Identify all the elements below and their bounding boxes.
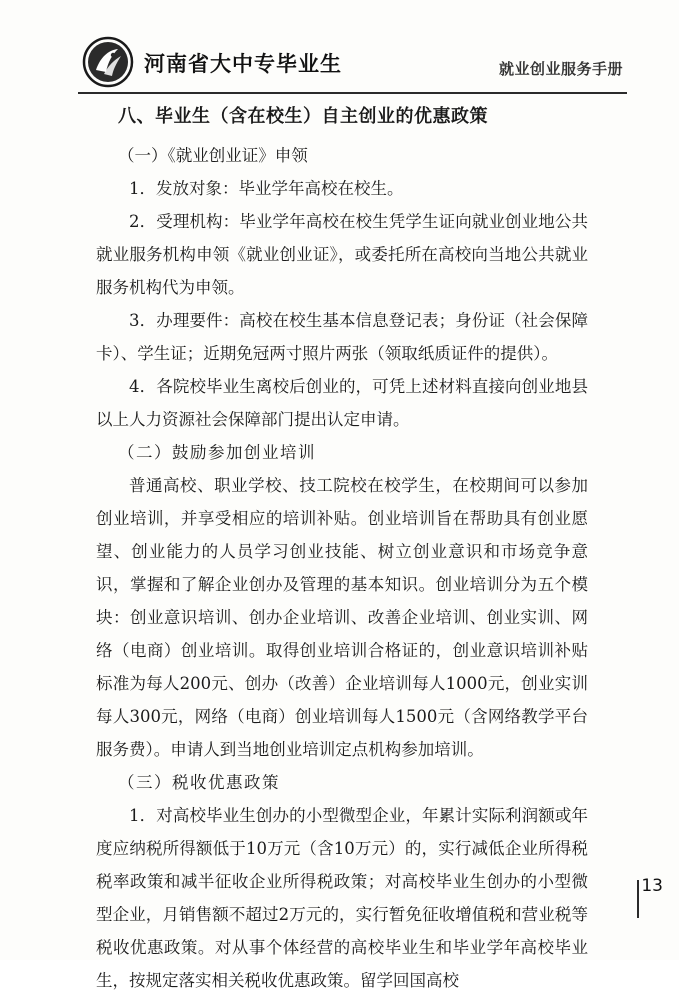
header-subtitle: 就业创业服务手册 bbox=[498, 60, 623, 78]
header-title: 河南省大中专毕业生 bbox=[144, 51, 342, 76]
henan-emblem-logo-icon bbox=[82, 36, 134, 88]
footer-divider bbox=[637, 880, 639, 918]
paragraph-item-1-4: 4．各院校毕业生离校后创业的，可凭上述材料直接向创业地县以上人力资源社会保障部门提出认定申请。 bbox=[96, 377, 588, 429]
paragraph-item-1-3: 3．办理要件：高校在校生基本信息登记表；身份证（社会保障卡）、学生证；近期免冠两寸照片两张（领取纸质证件的提供）。 bbox=[96, 311, 588, 363]
paragraph-item-1-2: 2．受理机构：毕业学年高校在校生凭学生证向就业创业地公共就业服务机构申领《就业创业证》，或委托所在高校向当地公共就业服务机构代为申领。 bbox=[96, 212, 588, 297]
sub-heading-3: （三）税收优惠政策 bbox=[118, 773, 280, 792]
document-body bbox=[96, 96, 588, 997]
page-number: 13 bbox=[641, 876, 663, 896]
header-divider bbox=[78, 92, 627, 94]
page-header bbox=[0, 34, 679, 94]
paragraph-item-1-1: 1．发放对象：毕业学年高校在校生。 bbox=[129, 179, 404, 198]
sub-heading-1: （一）《就业创业证》申领 bbox=[118, 146, 308, 165]
paragraph-item-3-1: 1．对高校毕业生创办的小型微型企业，年累计实际利润额或年度应纳税所得额低于10万元（含10万元）的，实行减低企业所得税税率政策和减半征收企业所得税政策；对高校毕业生创办的小型微型企业，月销售额不超过2万元的，实行暂免征收增值税和营业税等税收优惠政策。对从事个体经营的高校毕业生和毕业学年高校毕业生，按规定落实相关税收优惠政策。留学回国高校 bbox=[96, 806, 588, 990]
sub-heading-2: （二）鼓励参加创业培训 bbox=[118, 443, 316, 462]
paragraph-2-1: 普通高校、职业学校、技工院校在校学生，在校期间可以参加创业培训，并享受相应的培训补贴。创业培训旨在帮助具有创业愿望、创业能力的人员学习创业技能、树立创业意识和市场竞争意识，掌握和了解企业创办及管理的基本知识。创业培训分为五个模块：创业意识培训、创办企业培训、改善企业培训、创业实训、网络（电商）创业培训。取得创业培训合格证的，创业意识培训补贴标准为每人200元、创办（改善）企业培训每人1000元，创业实训每人300元，网络（电商）创业培训每人1500元（含网络教学平台服务费）。申请人到当地创业培训定点机构参加培训。 bbox=[96, 476, 588, 759]
section-heading: 八、毕业生（含在校生）自主创业的优惠政策 bbox=[118, 106, 488, 127]
